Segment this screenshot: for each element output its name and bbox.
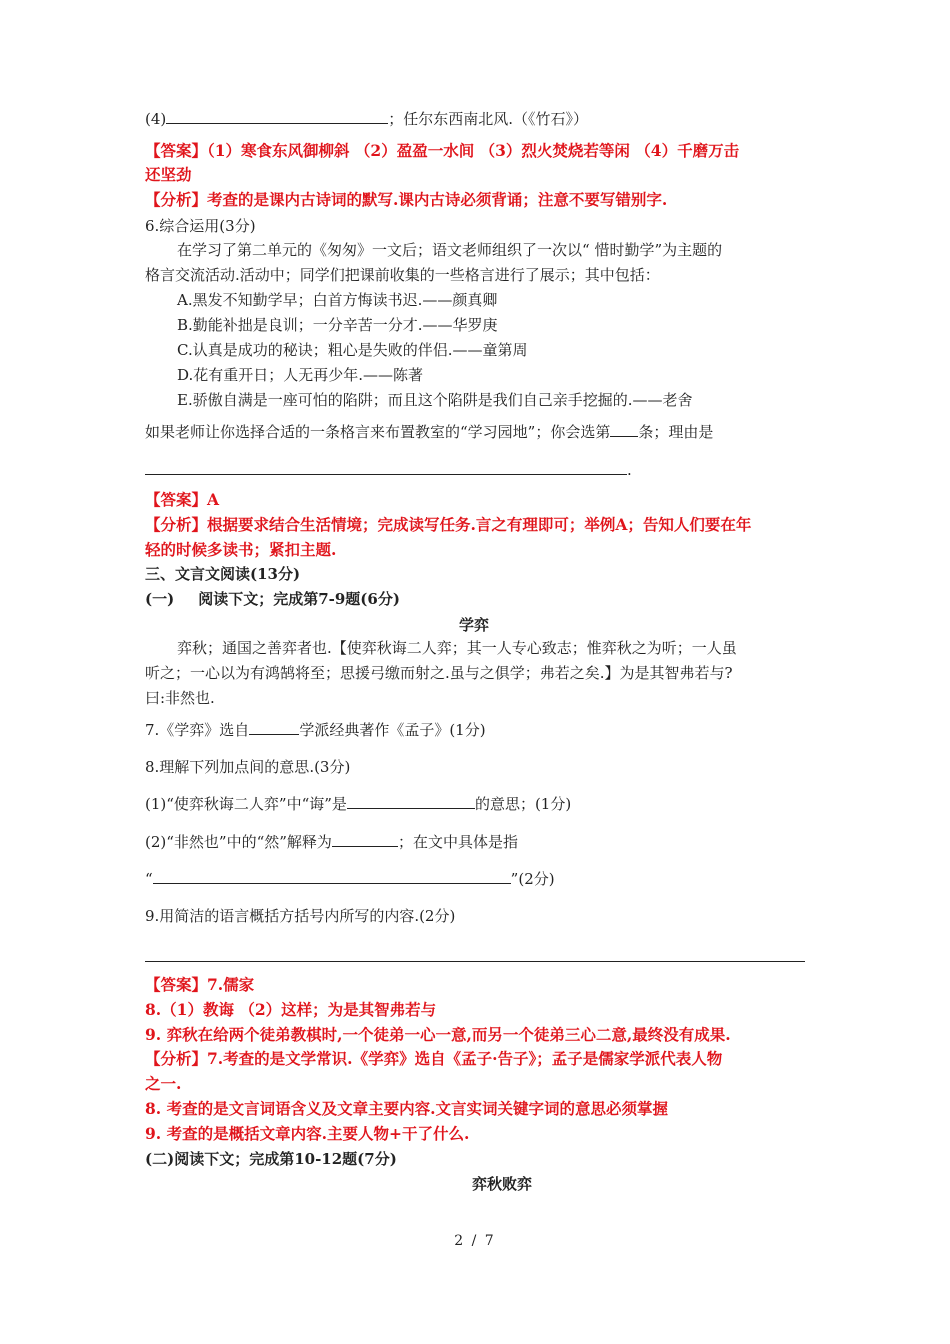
answer-5-line1: 【答案】（1）寒食东风御柳斜 （2）盈盈一水间 （3）烈火焚烧若等闲 （4）千磨万击 <box>145 141 740 160</box>
answer-line[interactable] <box>145 961 805 962</box>
q6-option-c: C.认真是成功的秘诀；粗心是失败的伴侣.——童第周 <box>177 341 528 359</box>
q6-heading: 6.综合运用(3分) <box>145 217 256 235</box>
fill-blank[interactable] <box>153 869 511 884</box>
answer-line[interactable] <box>145 474 627 475</box>
q8-part2: (2)“非然也”中的“然”解释为 ；在文中具体是指 <box>145 833 518 851</box>
analysis-7-9-line1: 【分析】7.考查的是文学常识.《学弈》选自《孟子·告子》；孟子是儒家学派代表人物 <box>145 1049 723 1068</box>
analysis-7-9-line4: 9. 考查的是概括文章内容.主要人物+干了什么. <box>145 1124 470 1143</box>
q6-intro-line2: 格言交流活动.活动中；同学们把课前收集的一些格言进行了展示；其中包括： <box>145 266 660 284</box>
section-heading-3: 三、文言文阅读(13分) <box>145 565 301 583</box>
answer-7-9-line3: 9. 弈秋在给两个徒弟教棋时,一个徒弟一心一意,而另一个徒弟三心二意,最终没有成果. <box>145 1025 731 1044</box>
q8-part2-quote: “ ”(2分) <box>145 870 555 888</box>
page-number: 2 / 7 <box>454 1233 496 1249</box>
analysis-6-line1: 【分析】根据要求结合生活情境；完成读写任务.言之有理即可；举例A；告知人们要在年 <box>145 515 752 534</box>
fill-blank[interactable] <box>332 832 398 847</box>
passage-1-line1: 弈秋；通国之善弈者也.【使弈秋诲二人弈；其一人专心致志；惟弈秋之为听；一人虽 <box>177 639 737 657</box>
q7: 7.《学弈》选自 学派经典著作《孟子》(1分) <box>145 721 486 739</box>
q6-option-d: D.花有重开日；人无再少年.——陈著 <box>177 366 424 384</box>
q6-intro-line1: 在学习了第二单元的《匆匆》一文后；语文老师组织了一次以“ 惜时勤学”为主题的 <box>177 241 723 259</box>
analysis-7-9-line2: 之一. <box>145 1074 182 1093</box>
q6-prompt: 如果老师让你选择合适的一条格言来布置教室的“学习园地”；你会选第 条；理由是 <box>145 423 714 441</box>
subsection-1-heading: (一) 阅读下文；完成第7-9题(6分) <box>145 590 400 608</box>
fill-blank[interactable] <box>249 720 299 735</box>
analysis-6-line2: 轻的时候多读书；紧扣主题. <box>145 540 337 559</box>
fill-blank[interactable] <box>166 109 388 124</box>
q8-heading: 8.理解下列加点间的意思.(3分) <box>145 758 351 776</box>
answer-5-line2: 还坚劲 <box>145 165 192 184</box>
answer-7-9-line1: 【答案】7.儒家 <box>145 975 255 994</box>
fill-blank[interactable] <box>347 794 475 809</box>
q5-item4: (4) ；任尔东西南北风.（《竹石》） <box>145 110 589 128</box>
q6-option-b: B.勤能补拙是良训；一分辛苦一分才.——华罗庚 <box>177 316 498 334</box>
subsection-2-heading: (二)阅读下文；完成第10-12题(7分) <box>145 1150 397 1168</box>
q9: 9.用简洁的语言概括方括号内所写的内容.(2分) <box>145 907 456 925</box>
analysis-5: 【分析】考查的是课内古诗词的默写.课内古诗必须背诵；注意不要写错别字. <box>145 190 668 209</box>
answer-6: 【答案】A <box>145 490 220 509</box>
q8-part1: (1)“使弈秋诲二人弈”中“诲”是 的意思；(1分) <box>145 795 572 813</box>
passage-1-line3: 曰:非然也. <box>145 689 215 707</box>
q6-option-e: E.骄傲自满是一座可怕的陷阱；而且这个陷阱是我们自己亲手挖掘的.——老舍 <box>177 391 693 409</box>
end-period: . <box>627 461 632 479</box>
q6-option-a: A.黑发不知勤学早；白首方悔读书迟.——颜真卿 <box>177 291 498 309</box>
passage-1-line2: 听之；一心以为有鸿鹄将至；思援弓缴而射之.虽与之俱学；弗若之矣.】为是其智弗若与? <box>145 664 733 682</box>
passage-title-1: 学弈 <box>459 616 490 634</box>
fill-blank[interactable] <box>610 422 638 437</box>
answer-7-9-line2: 8.（1）教诲 （2）这样；为是其智弗若与 <box>145 1000 437 1019</box>
analysis-7-9-line3: 8. 考查的是文言词语含义及文章主要内容.文言实词关键字词的意思必须掌握 <box>145 1099 668 1118</box>
passage-title-2: 弈秋败弈 <box>472 1175 533 1193</box>
